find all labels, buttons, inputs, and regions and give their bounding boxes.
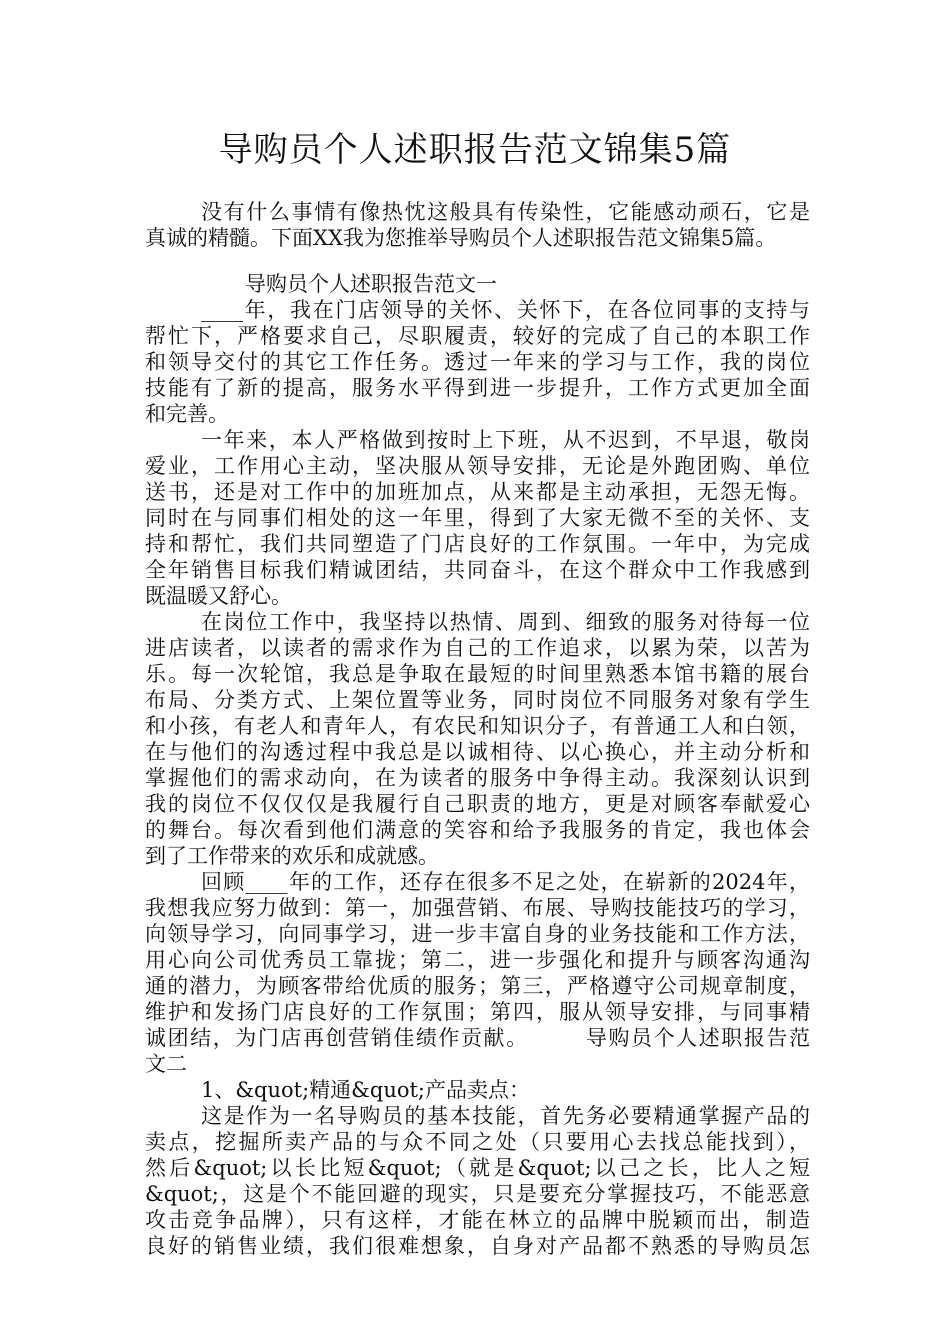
paragraph-line: 没有什么事情有像热忱这般具有传染性，它能感动顽石，它是 xyxy=(201,200,810,224)
paragraph-line: 用心向公司优秀员工靠拢；第二，进一步强化和提升与顾客沟通沟 xyxy=(145,948,810,972)
paragraph-line: &quot;，这是个不能回避的现实，只是要充分掌握技巧，不能恶意 xyxy=(145,1182,810,1206)
paragraph-line: 真诚的精髓。下面XX我为您推举导购员个人述职报告范文锦集5篇。 xyxy=(145,226,777,250)
paragraph-line: 然后&quot;以长比短&quot;（就是&quot;以己之长，比人之短 xyxy=(145,1156,810,1180)
paragraph-line: 和完善。 xyxy=(145,402,229,426)
paragraph-line: 维护和发扬门店良好的工作氛围；第四，服从领导安排，与同事精 xyxy=(145,1000,810,1024)
document-title: 导购员个人述职报告范文锦集5篇 xyxy=(218,130,732,170)
paragraph-line: 全年销售目标我们精诚团结，共同奋斗，在这个群众中工作我感到 xyxy=(145,558,810,582)
paragraph-line: 和小孩，有老人和青年人，有农民和知识分子，有普通工人和白领， xyxy=(145,714,810,738)
paragraph-line: 帮忙下，严格要求自己，尽职履责，较好的完成了自己的本职工作 xyxy=(145,324,810,348)
paragraph-line: 卖点，挖掘所卖产品的与众不同之处（只要用心去找总能找到）， xyxy=(145,1130,810,1154)
paragraph-line: 一年来，本人严格做到按时上下班，从不迟到，不早退，敬岗 xyxy=(201,428,810,452)
paragraph-line: 在与他们的沟透过程中我总是以诚相待、以心换心，并主动分析和 xyxy=(145,740,810,764)
paragraph-line: 送书，还是对工作中的加班加点，从来都是主动承担，无怨无悔。 xyxy=(145,480,810,504)
paragraph-line: 持和帮忙，我们共同塑造了门店良好的工作氛围。一年中，为完成 xyxy=(145,532,810,556)
paragraph-line: 向领导学习，向同事学习，进一步丰富自身的业务技能和工作方法， xyxy=(145,922,810,946)
paragraph-line: 乐。每一次轮馆，我总是争取在最短的时间里熟悉本馆书籍的展台 xyxy=(145,662,810,686)
paragraph-gap xyxy=(145,251,810,271)
paragraph-line: 文二 xyxy=(145,1052,187,1076)
document-body xyxy=(145,199,810,1259)
paragraph-line: 同时在与同事们相处的这一年里，得到了大家无微不至的关怀、支 xyxy=(145,506,810,530)
section-heading: 导购员个人述职报告范文一 xyxy=(245,272,497,296)
paragraph-line: 通的潜力，为顾客带给优质的服务；第三，严格遵守公司规章制度， xyxy=(145,974,810,998)
paragraph-line: 到了工作带来的欢乐和成就感。 xyxy=(145,844,439,868)
paragraph-line: 技能有了新的提高，服务水平得到进一步提升，工作方式更加全面 xyxy=(145,376,810,400)
paragraph-line: 这是作为一名导购员的基本技能，首先务必要精通掌握产品的 xyxy=(201,1104,810,1128)
paragraph-line: 既温暖又舒心。 xyxy=(145,584,292,608)
paragraph-line: 在岗位工作中，我坚持以热情、周到、细致的服务对待每一位 xyxy=(201,610,810,634)
paragraph-line: 攻击竞争品牌），只有这样，才能在林立的品牌中脱颖而出，制造 xyxy=(145,1208,810,1232)
paragraph-line: 爱业，工作用心主动，坚决服从领导安排，无论是外跑团购、单位 xyxy=(145,454,810,478)
paragraph-line: 良好的销售业绩，我们很难想象，自身对产品都不熟悉的导购员怎 xyxy=(145,1234,810,1258)
paragraph-line: 进店读者，以读者的需求作为自己的工作追求，以累为荣，以苦为 xyxy=(145,636,810,660)
paragraph-line: 布局、分类方式、上架位置等业务，同时岗位不同服务对象有学生 xyxy=(145,688,810,712)
paragraph-line: 和领导交付的其它工作任务。透过一年来的学习与工作，我的岗位 xyxy=(145,350,810,374)
paragraph-line: 的舞台。每次看到他们满意的笑容和给予我服务的肯定，我也体会 xyxy=(145,818,810,842)
paragraph-line: ____年，我在门店领导的关怀、关怀下，在各位同事的支持与 xyxy=(201,298,810,322)
paragraph-line: 我的岗位不仅仅仅是我履行自己职责的地方，更是对顾客奉献爱心 xyxy=(145,792,810,816)
paragraph-line: 我想我应努力做到：第一，加强营销、布展、导购技能技巧的学习， xyxy=(145,896,810,920)
paragraph-line: 诚团结，为门店再创营销佳绩作贡献。 导购员个人述职报告范 xyxy=(145,1026,810,1050)
list-item-heading: 1、&quot;精通&quot;产品卖点： xyxy=(201,1078,530,1102)
paragraph-line: 回顾____年的工作，还存在很多不足之处，在崭新的2024年， xyxy=(201,870,810,894)
paragraph-line: 掌握他们的需求动向，在为读者的服务中争得主动。我深刻认识到 xyxy=(145,766,810,790)
